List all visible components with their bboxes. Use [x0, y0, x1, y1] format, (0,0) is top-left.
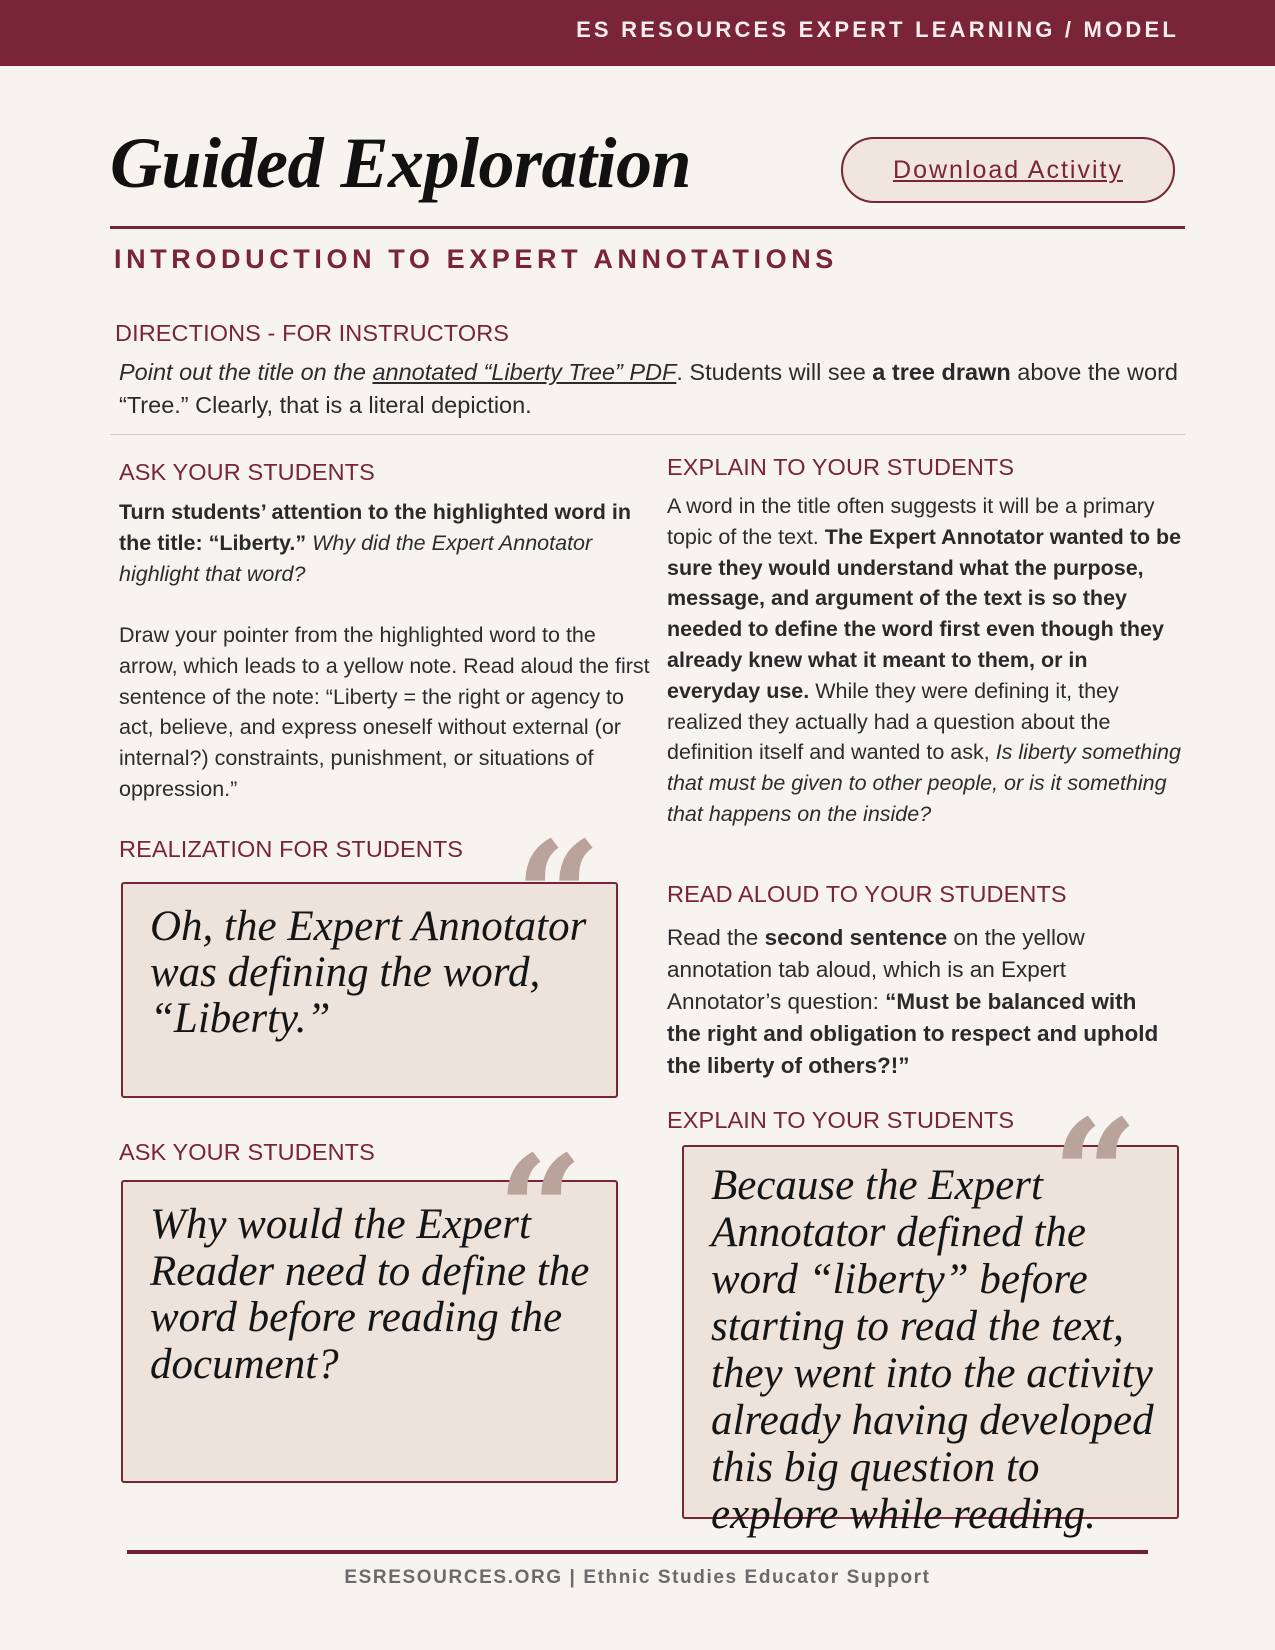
quote-mark-icon: “	[497, 1123, 584, 1299]
directions-emphasis: a tree drawn	[872, 359, 1011, 385]
top-banner	[0, 0, 1275, 66]
ask-heading-2: ASK YOUR STUDENTS	[119, 1139, 375, 1165]
explain-heading-2: EXPLAIN TO YOUR STUDENTS	[667, 1107, 1015, 1133]
read-aloud-quote: “Must be balanced with the right and obligation to respect and uphold the liberty of others?!”	[667, 989, 1159, 1078]
read-aloud-intro: Read the	[667, 925, 765, 950]
download-activity-button[interactable]: Download Activity	[841, 137, 1175, 203]
directions-text-part: . Students will see	[676, 359, 873, 385]
section-subtitle: INTRODUCTION TO EXPERT ANNOTATIONS	[114, 244, 838, 274]
footer-divider	[127, 1550, 1148, 1554]
ask-instruction: Turn students’ attention to the highlighted word in the title: “Liberty.”	[119, 500, 631, 555]
ask-question: Why did the Expert Annotator highlight that word?	[119, 530, 593, 586]
ask-quote: Why would the Expert Reader need to define the word before reading the document?	[150, 1201, 590, 1388]
quote-mark-icon: “	[1052, 1087, 1139, 1263]
ask-heading-1: ASK YOUR STUDENTS	[119, 459, 375, 485]
explain-intro: A word in the title often suggests it will be a primary topic of the text.	[667, 494, 1155, 549]
read-aloud-continuation: on the yellow annotation tab aloud, which is an Expert Annotator’s question:	[667, 925, 1085, 1014]
ask-paragraph-2: Draw your pointer from the highlighted word to the arrow, which leads to a yellow note. Read aloud the first sentence of the note: “Liberty = the right or agency to act, believe, and express oneself without external (or internal?) constraints, punishment, or situations of oppression.”	[119, 623, 650, 801]
directions-text	[119, 356, 1189, 422]
section-divider	[110, 434, 1185, 435]
explain-heading-1: EXPLAIN TO YOUR STUDENTS	[667, 454, 1015, 480]
directions-intro: Point out the title on the	[119, 359, 373, 385]
explain-question: Is liberty something that must be given to other people, or is it something that happens on the inside?	[667, 740, 1181, 826]
liberty-tree-pdf-link[interactable]: annotated “Liberty Tree” PDF	[372, 359, 677, 385]
realization-heading: REALIZATION FOR STUDENTS	[119, 836, 464, 862]
read-aloud-text	[667, 922, 1167, 1082]
brand-label: ES RESOURCES EXPERT LEARNING / MODEL	[576, 17, 1179, 42]
directions-heading: DIRECTIONS - FOR INSTRUCTORS	[115, 320, 510, 346]
realization-quote: Oh, the Expert Annotator was defining the word, “Liberty.”	[150, 903, 587, 1042]
directions-text-end: above the word “Tree.” Clearly, that is a literal depiction.	[119, 359, 1178, 418]
footer-text: ESRESOURCES.ORG | Ethnic Studies Educator Support	[344, 1567, 931, 1588]
read-aloud-emphasis: second sentence	[764, 925, 948, 950]
explain-emphasis: The Expert Annotator wanted to be sure they would understand what the purpose, message, and argument of the text is so they needed to define the word first even though they already knew what it meant to them, or in everyday use.	[667, 524, 1182, 703]
explain-quote: Because the Expert Annotator defined the word “liberty” before starting to read the text, they went into the activity already having developed this big question to explore while reading.	[711, 1162, 1154, 1538]
page-title: Guided Exploration	[110, 123, 692, 203]
explain-text-1	[667, 491, 1182, 830]
read-aloud-heading: READ ALOUD TO YOUR STUDENTS	[667, 881, 1067, 907]
ask-text-1	[119, 497, 639, 589]
quote-mark-icon: “	[515, 809, 602, 985]
explain-continuation: While they were defining it, they realized they actually had a question about the definition itself and wanted to ask,	[667, 678, 1119, 765]
title-divider	[110, 226, 1185, 229]
